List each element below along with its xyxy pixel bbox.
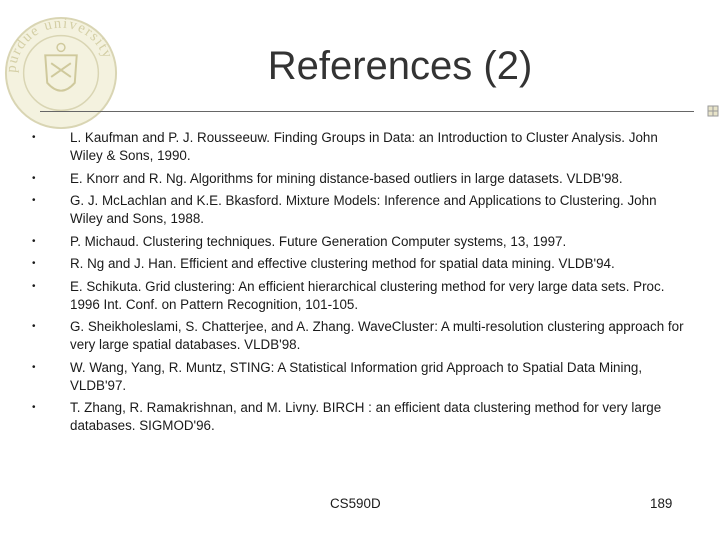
- slide-title: References (2): [267, 44, 533, 88]
- reference-item: [28, 170, 688, 188]
- page-number: 189: [650, 496, 673, 511]
- bullet: •: [32, 235, 36, 247]
- bullet: •: [32, 195, 36, 206]
- reference-list: [28, 129, 688, 440]
- divider-ornament-icon: [706, 104, 720, 118]
- reference-text: E. Knorr and R. Ng. Algorithms for mining distance-based outliers in large datasets. VLDB'98.: [70, 170, 623, 186]
- reference-item: [28, 233, 688, 251]
- reference-item: [28, 278, 688, 314]
- bullet: •: [32, 258, 36, 269]
- bullet: •: [32, 172, 36, 184]
- svg-text:purdue university: purdue university: [3, 15, 116, 74]
- reference-item: [28, 255, 688, 273]
- title-divider: [40, 111, 694, 112]
- bullet: •: [32, 402, 36, 413]
- footer-course: CS590D: [330, 496, 381, 511]
- reference-text: L. Kaufman and P. J. Rousseeuw. Finding Groups in Data: an Introduction to Cluster Analysis. John Wiley & Sons, 1990.: [70, 130, 658, 163]
- reference-text: G. Sheikholeslami, S. Chatterjee, and A. Zhang. WaveCluster: A multi-resolution clustering approach for very large spatial databases. VLDB'98.: [70, 319, 684, 352]
- reference-item: [28, 129, 688, 165]
- bullet: •: [32, 132, 36, 143]
- bullet: •: [32, 321, 36, 332]
- university-seal-logo: [2, 14, 120, 132]
- reference-item: [28, 359, 688, 395]
- reference-text: G. J. McLachlan and K.E. Bkasford. Mixture Models: Inference and Applications to Clustering. John Wiley and Sons, 1988.: [70, 193, 657, 226]
- reference-text: P. Michaud. Clustering techniques. Future Generation Computer systems, 13, 1997.: [70, 233, 567, 249]
- reference-text: T. Zhang, R. Ramakrishnan, and M. Livny. BIRCH : an efficient data clustering method for very large databases. SIGMOD'96.: [70, 400, 662, 433]
- reference-item: [28, 192, 688, 228]
- reference-item: [28, 318, 688, 354]
- bullet: •: [32, 280, 36, 292]
- reference-item: [28, 399, 688, 435]
- bullet: •: [32, 361, 36, 373]
- reference-text: E. Schikuta. Grid clustering: An efficient hierarchical clustering method for very large data sets. Proc. 1996 Int. Conf. on Pattern Recognition, 101-105.: [70, 278, 665, 312]
- reference-text: R. Ng and J. Han. Efficient and effective clustering method for spatial data mining. VLDB'94.: [70, 256, 615, 271]
- reference-text: W. Wang, Yang, R. Muntz, STING: A Statistical Information grid Approach to Spatial Data Mining, VLDB'97.: [70, 359, 643, 393]
